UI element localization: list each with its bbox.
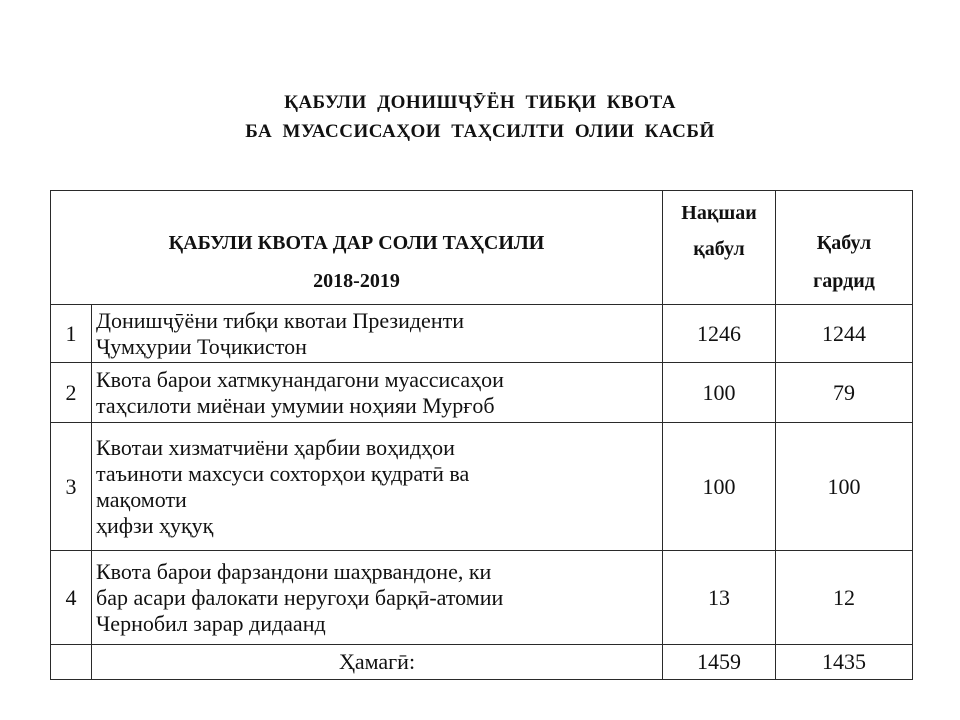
header-admission-year: ҚАБУЛИ КВОТА ДАР СОЛИ ТАҲСИЛИ 2018-2019 <box>51 191 663 305</box>
row-plan-value: 100 <box>663 423 776 551</box>
row-description: Квотаи хизматчиёни ҳарбии воҳидҳои таъиноти махсуси сохторҳои қудратӣ ва мақомоти ҳифзи ҳуқуқ <box>92 423 663 551</box>
document-title <box>0 88 960 146</box>
table-row <box>51 551 913 645</box>
row-accepted-value: 100 <box>776 423 913 551</box>
row-accepted-value: 79 <box>776 363 913 423</box>
row-number: 4 <box>51 551 92 645</box>
row-plan-value: 1246 <box>663 305 776 363</box>
table-row <box>51 363 913 423</box>
table-header-row <box>51 191 913 305</box>
row-accepted-value: 1244 <box>776 305 913 363</box>
header-accepted: Қабул гардид <box>776 191 913 305</box>
row-description: Квота барои хатмкунандагони муассисаҳои таҳсилоти миёнаи умумии ноҳияи Мурғоб <box>92 363 663 423</box>
table-row <box>51 305 913 363</box>
quota-table <box>50 190 913 680</box>
row-description: Донишҷӯёни тибқи квотаи Президенти Ҷумҳурии Тоҷикистон <box>92 305 663 363</box>
row-number: 1 <box>51 305 92 363</box>
row-number: 3 <box>51 423 92 551</box>
total-plan-value: 1459 <box>663 645 776 680</box>
title-line-1: ҚАБУЛИ ДОНИШҶӮЁН ТИБҚИ КВОТА <box>284 92 676 113</box>
header-admission-plan: Нақшаи қабул <box>663 191 776 305</box>
row-plan-value: 13 <box>663 551 776 645</box>
row-plan-value: 100 <box>663 363 776 423</box>
row-number: 2 <box>51 363 92 423</box>
table-row <box>51 423 913 551</box>
total-accepted-value: 1435 <box>776 645 913 680</box>
total-label: Ҳамагӣ: <box>92 645 663 680</box>
row-accepted-value: 12 <box>776 551 913 645</box>
total-row <box>51 645 913 680</box>
total-number-cell <box>51 645 92 680</box>
row-description: Квота барои фарзандони шаҳрвандоне, ки бар асари фалокати неругоҳи барқӣ-атомии Чернобил зарар дидаанд <box>92 551 663 645</box>
title-line-2: БА МУАССИСАҲОИ ТАҲСИЛТИ ОЛИИ КАСБӢ <box>245 121 715 142</box>
